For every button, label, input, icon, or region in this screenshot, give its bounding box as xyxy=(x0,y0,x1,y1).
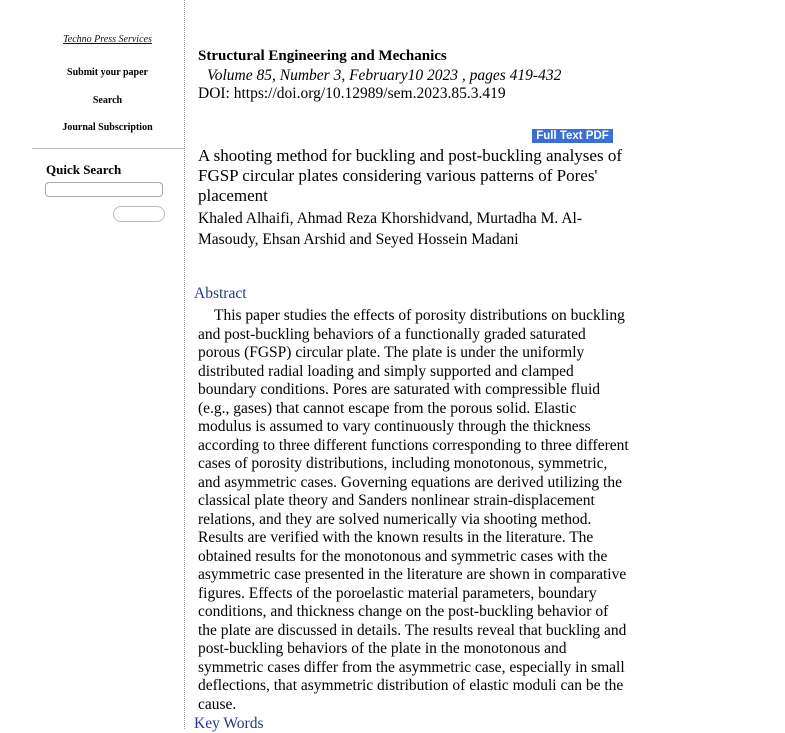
quick-search-input[interactable] xyxy=(45,182,163,197)
doi: DOI: https://doi.org/10.12989/sem.2023.85.3.419 xyxy=(198,85,506,102)
volume-info: Volume 85, Number 3, February10 2023 , pages 419-432 xyxy=(207,67,562,84)
journal-subscription-link[interactable]: Journal Subscription xyxy=(62,122,153,133)
full-text-pdf-button[interactable]: Full Text PDF xyxy=(532,129,613,143)
submit-paper-link[interactable]: Submit your paper xyxy=(67,67,148,78)
abstract-heading: Abstract xyxy=(194,285,247,302)
brand-link[interactable]: Techno Press Services xyxy=(63,34,152,45)
search-link[interactable]: Search xyxy=(92,95,123,106)
authors: Khaled Alhaifi, Ahmad Reza Khorshidvand, Murtadha M. Al-Masoudy, Ehsan Arshid and Seyed Hossein Madani xyxy=(198,210,582,248)
sidebar-divider xyxy=(32,148,185,149)
quick-search-title: Quick Search xyxy=(46,162,122,177)
abstract-text: This paper studies the effects of porosity distributions on buckling and post-buckling behaviors of a functionally graded saturated porous (FGSP) circular plate. The plate is under the uniformly distributed radial loading and simply supported and clamped boundary conditions. Pores are saturated with compressible fluid (e.g., gases) that cannot escape from the porous solid. Elastic modulus is assumed to vary continuously through the thickness according to three different functions corresponding to three different cases of porosity distributions, including monotonous, symmetric, and asymmetric cases. Governing equations are derived utilizing the classical plate theory and Sanders nonlinear strain-displacement relations, and they are solved numerically via shooting method. Results are verified with the known results in the literature. The obtained results for the monotonous and symmetric cases with the asymmetric case presented in the literature are shown in comparative figures. Effects of the poroelastic material parameters, boundary conditions, and thickness change on the post-buckling behavior of the plate are discussed in details. The results reveal that buckling and post-buckling behaviors of the plate in the monotonous and symmetric cases differ from the asymmetric case, especially in small deflections, that asymmetric distribution of elastic moduli can be the cause. xyxy=(198,307,629,713)
journal-name: Structural Engineering and Mechanics xyxy=(198,48,447,64)
quick-search-button[interactable] xyxy=(113,206,165,222)
sidebar xyxy=(0,0,185,729)
vertical-divider xyxy=(184,0,185,729)
keywords-heading: Key Words xyxy=(194,715,264,732)
article-title: A shooting method for buckling and post-buckling analyses of FGSP circular plates considering various patterns of Pores' placement xyxy=(198,146,622,205)
